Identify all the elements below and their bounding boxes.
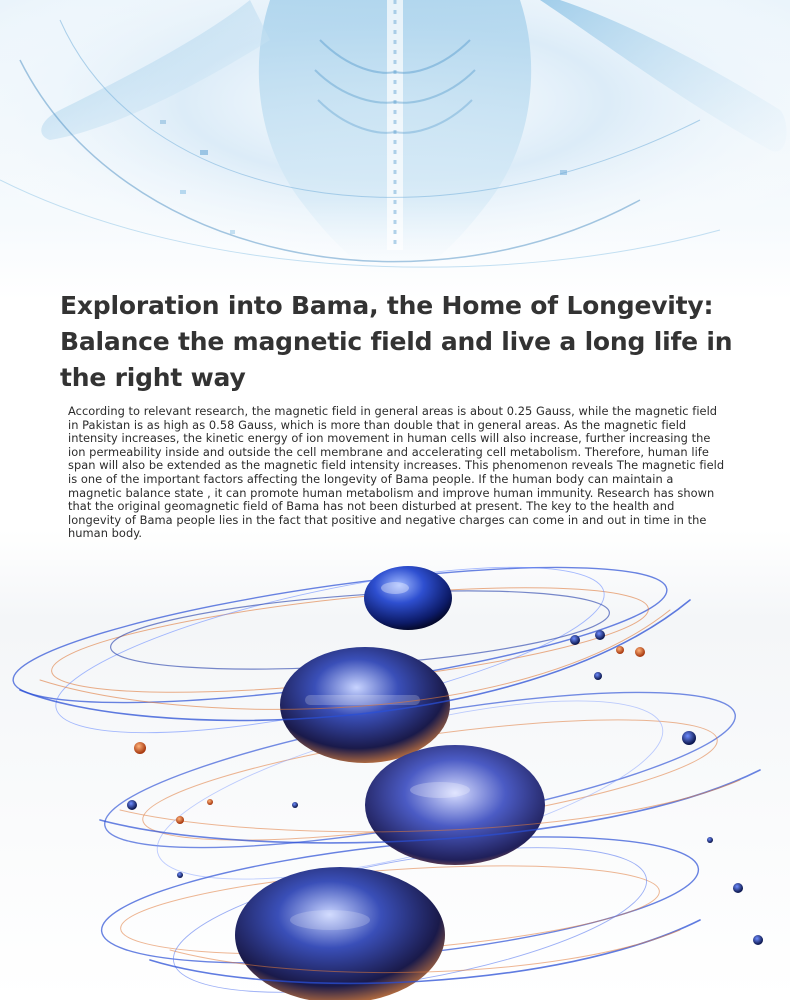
article-body: According to relevant research, the magnetic field in general areas is about 0.25 Gauss, while the magnetic field in Pakistan is as high as 0.58 Gauss, which is more than double that in general areas. As the magnetic field intensity increases, the kinetic energy of ion movement in human cells will also increase, further increasing the ion permeability inside and outside the cell membrane and accelerating cell metabolism. Therefore, human life span will also be extended as the magnetic field intensity increases. This phenomenon reveals The magnetic field is one of the important factors affecting the longevity of Bama people. If the human body can maintain a magnetic balance state , it can promote human metabolism and improve human immunity. Research has shown that the original geomagnetic field of Bama has not been disturbed at present. The key to the health and longevity of Bama people lies in the fact that positive and negative charges can come in and out in time in the human body. (68, 404, 725, 541)
page-title: Exploration into Bama, the Home of Longevity: Balance the magnetic field and live a long life in the right way (60, 291, 733, 392)
human-body-illustration (0, 0, 790, 290)
magnetic-orbit-spheres (0, 540, 790, 1000)
